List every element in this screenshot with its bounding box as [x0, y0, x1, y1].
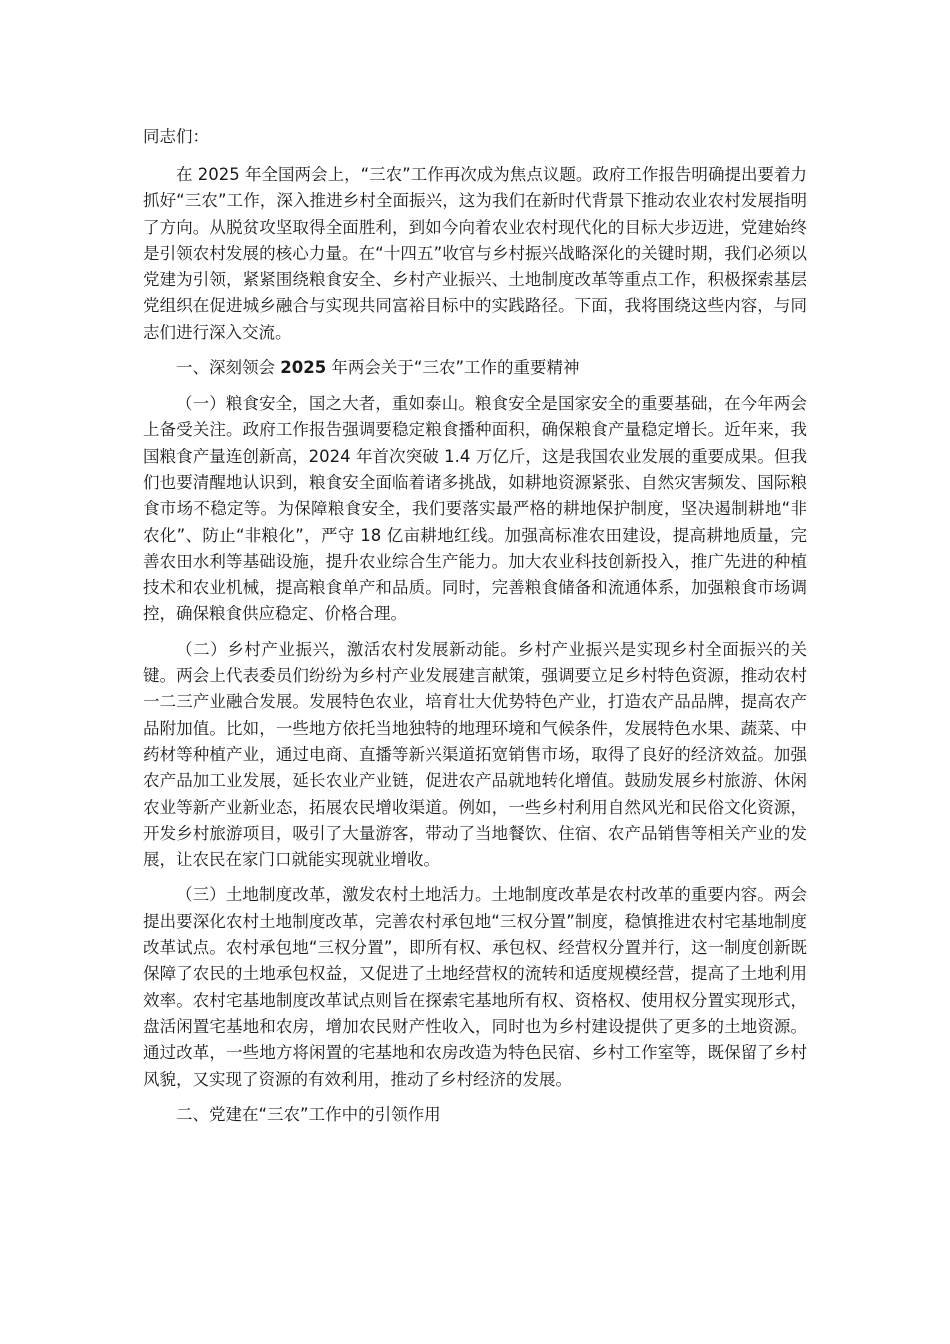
section-heading-1-year: 2025	[280, 358, 327, 378]
paragraph-land-reform: （三）土地制度改革，激发农村土地活力。土地制度改革是农村改革的重要内容。两会提出要深化农村土地制度改革，完善农村承包地“三权分置”制度，稳慎推进农村宅基地制度改革试点。农村承包地“三权分置”，即所有权、承包权、经营权分置并行，这一制度创新既保障了农民的土地承包权益，又促进了土地经营权的流转和适度规模经营，提高了土地利用效率。农村宅基地制度改革试点则旨在探索宅基地所有权、资格权、使用权分置实现形式，盘活闲置宅基地和农房，增加农民财产性收入，同时也为乡村建设提供了更多的土地资源。通过改革，一些地方将闲置的宅基地和农房改造为特色民宿、乡村工作室等，既保留了乡村风貌，又实现了资源的有效利用，推动了乡村经济的发展。	[143, 885, 807, 1089]
section-heading-1	[143, 355, 807, 381]
intro-paragraph: 在 2025 年全国两会上，“三农”工作再次成为焦点议题。政府工作报告明确提出要着力抓好“三农”工作，深入推进乡村全面振兴，这为我们在新时代背景下推动农业农村发展指明了方向。从脱贫攻坚取得全面胜利，到如今向着农业农村现代化的目标大步迈进，党建始终是引领农村发展的核心力量。在“十四五”收官与乡村振兴战略深化的关键时期，我们必须以党建为引领，紧紧围绕粮食安全、乡村产业振兴、土地制度改革等重点工作，积极探索基层党组织在促进城乡融合与实现共同富裕目标中的实践路径。下面，我将围绕这些内容，与同志们进行深入交流。	[143, 165, 807, 342]
section-heading-1-prefix: 一、深刻领会	[176, 358, 281, 378]
section-heading-1-suffix: 年两会关于“三农”工作的重要精神	[326, 358, 580, 378]
greeting: 同志们：	[143, 127, 209, 146]
document-page	[143, 124, 807, 1138]
paragraph-food-security: （一）粮食安全，国之大者，重如泰山。粮食安全是国家安全的重要基础，在今年两会上备受关注。政府工作报告强调要稳定粮食播种面积，确保粮食产量稳定增长。近年来，我国粮食产量连创新高，2024 年首次突破 1.4 万亿斤，这是我国农业发展的重要成果。但我们也要清醒地认识到，粮食安全面临着诸多挑战，如耕地资源紧张、自然灾害频发、国际粮食市场不稳定等。为保障粮食安全，我们要落实最严格的耕地保护制度，坚决遏制耕地“非农化”、防止“非粮化”，严守 18 亿亩耕地红线。加强高标准农田建设，提高耕地质量，完善农田水利等基础设施，提升农业综合生产能力。加大农业科技创新投入，推广先进的种植技术和农业机械，提高粮食单产和品质。同时，完善粮食储备和流通体系，加强粮食市场调控，确保粮食供应稳定、价格合理。	[143, 394, 807, 624]
section-heading-2: 二、党建在“三农”工作中的引领作用	[176, 1104, 441, 1124]
paragraph-rural-industry: （二）乡村产业振兴，激活农村发展新动能。乡村产业振兴是实现乡村全面振兴的关键。两会上代表委员们纷纷为乡村产业发展建言献策，强调要立足乡村特色资源，推动农村一二三产业融合发展。发展特色农业，培育壮大优势特色产业，打造农产品品牌，提高农产品附加值。比如，一些地方依托当地独特的地理环境和气候条件，发展特色水果、蔬菜、中药材等种植产业，通过电商、直播等新兴渠道拓宽销售市场，取得了良好的经济效益。加强农产品加工业发展，延长农业产业链，促进农产品就地转化增值。鼓励发展乡村旅游、休闲农业等新产业新业态，拓展农民增收渠道。例如，一些乡村利用自然风光和民俗文化资源，开发乡村旅游项目，吸引了大量游客，带动了当地餐饮、住宿、农产品销售等相关产业的发展，让农民在家门口就能实现就业增收。	[143, 639, 807, 870]
